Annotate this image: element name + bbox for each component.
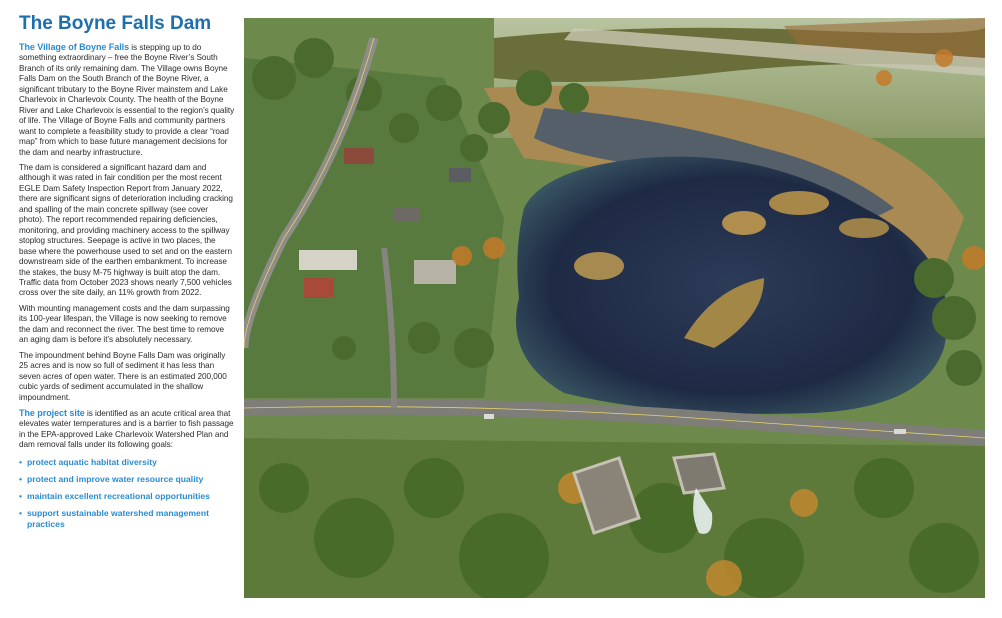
paragraph-hazard: [19, 163, 235, 299]
bullet-icon: •: [19, 456, 23, 467]
paragraph-text: is stepping up to do something extraordinary – free the Boyne River’s South Branch of its only remaining dam. The Village owns Boyne Falls Dam on the South Branch of the Boyne River, a significant tributary to the Boyne River mainstem and Lake Charlevoix in Charlevoix County. The health of the Boyne River and Lake Charlevoix is essential to the region’s quality of life. The Village of Boyne Falls and community partners want to complete a feasibility study to provide a clear “road map” from which to base future management decisions for the dam and nearby infrastructure.: [19, 43, 235, 157]
paragraph-lead: The project site: [19, 407, 85, 418]
goal-item: • support sustainable watershed management practices: [19, 508, 209, 529]
aerial-photo-illustration: [244, 18, 985, 598]
text-column: [19, 12, 235, 536]
paragraph-removal: [19, 304, 235, 346]
paragraph-project-site: [19, 408, 235, 451]
paragraph-text: With mounting management costs and the dam surpassing its 100-year lifespan, the Village is now seeking to remove the dam and reconnect the river. The best time to remove an aging dam is before it’s absolutely necessary.: [19, 303, 230, 345]
paragraph-lead: The Village of Boyne Falls: [19, 42, 130, 52]
paragraph-text: is identified as an acute critical area that elevates water temperatures and is a barrier to fish passage in the EPA-approved Lake Charlevoix Watershed Plan and dam removal falls under its following goals:: [19, 408, 234, 450]
paragraph-impoundment: [19, 351, 235, 403]
bullet-icon: •: [19, 490, 23, 501]
bullet-icon: •: [19, 508, 23, 519]
paragraph-text: The impoundment behind Boyne Falls Dam was originally 25 acres and is now so full of sediment it has less than seven acres of open water. There is an estimated 200,000 cubic yards of sediment accumulated in the shallow impoundment.: [19, 350, 227, 402]
paragraph-village: [19, 42, 235, 158]
paragraph-text: The dam is considered a significant hazard dam and although it was rated in fair condition per the most recent EGLE Dam Safety Inspection Report from January 2022, there are significant signs of deterioration including cracking and spalling of the main concrete spillway (see cover photo). The report recommended repairing deficiencies, monitoring, and providing machinery access to the spillway stoplog structures. Seepage is active in two places, the base where the powerhouse used to set and on the eastern downstream side of the earthen embankment. To increase the stakes, the busy M-75 highway is built atop the dam. Traffic data from October 2023 shows nearly 7,500 vehicles cross over the site daily, an 11% growth from 2022.: [19, 162, 233, 298]
bullet-icon: •: [19, 473, 23, 484]
goal-item: • protect aquatic habitat diversity: [19, 456, 157, 467]
goal-item: • protect and improve water resource quality: [19, 473, 204, 484]
goals-list: [19, 457, 235, 529]
goal-item: • maintain excellent recreational opportunities: [19, 490, 210, 501]
page-title: The Boyne Falls Dam: [19, 13, 212, 34]
aerial-photo: [244, 18, 985, 598]
